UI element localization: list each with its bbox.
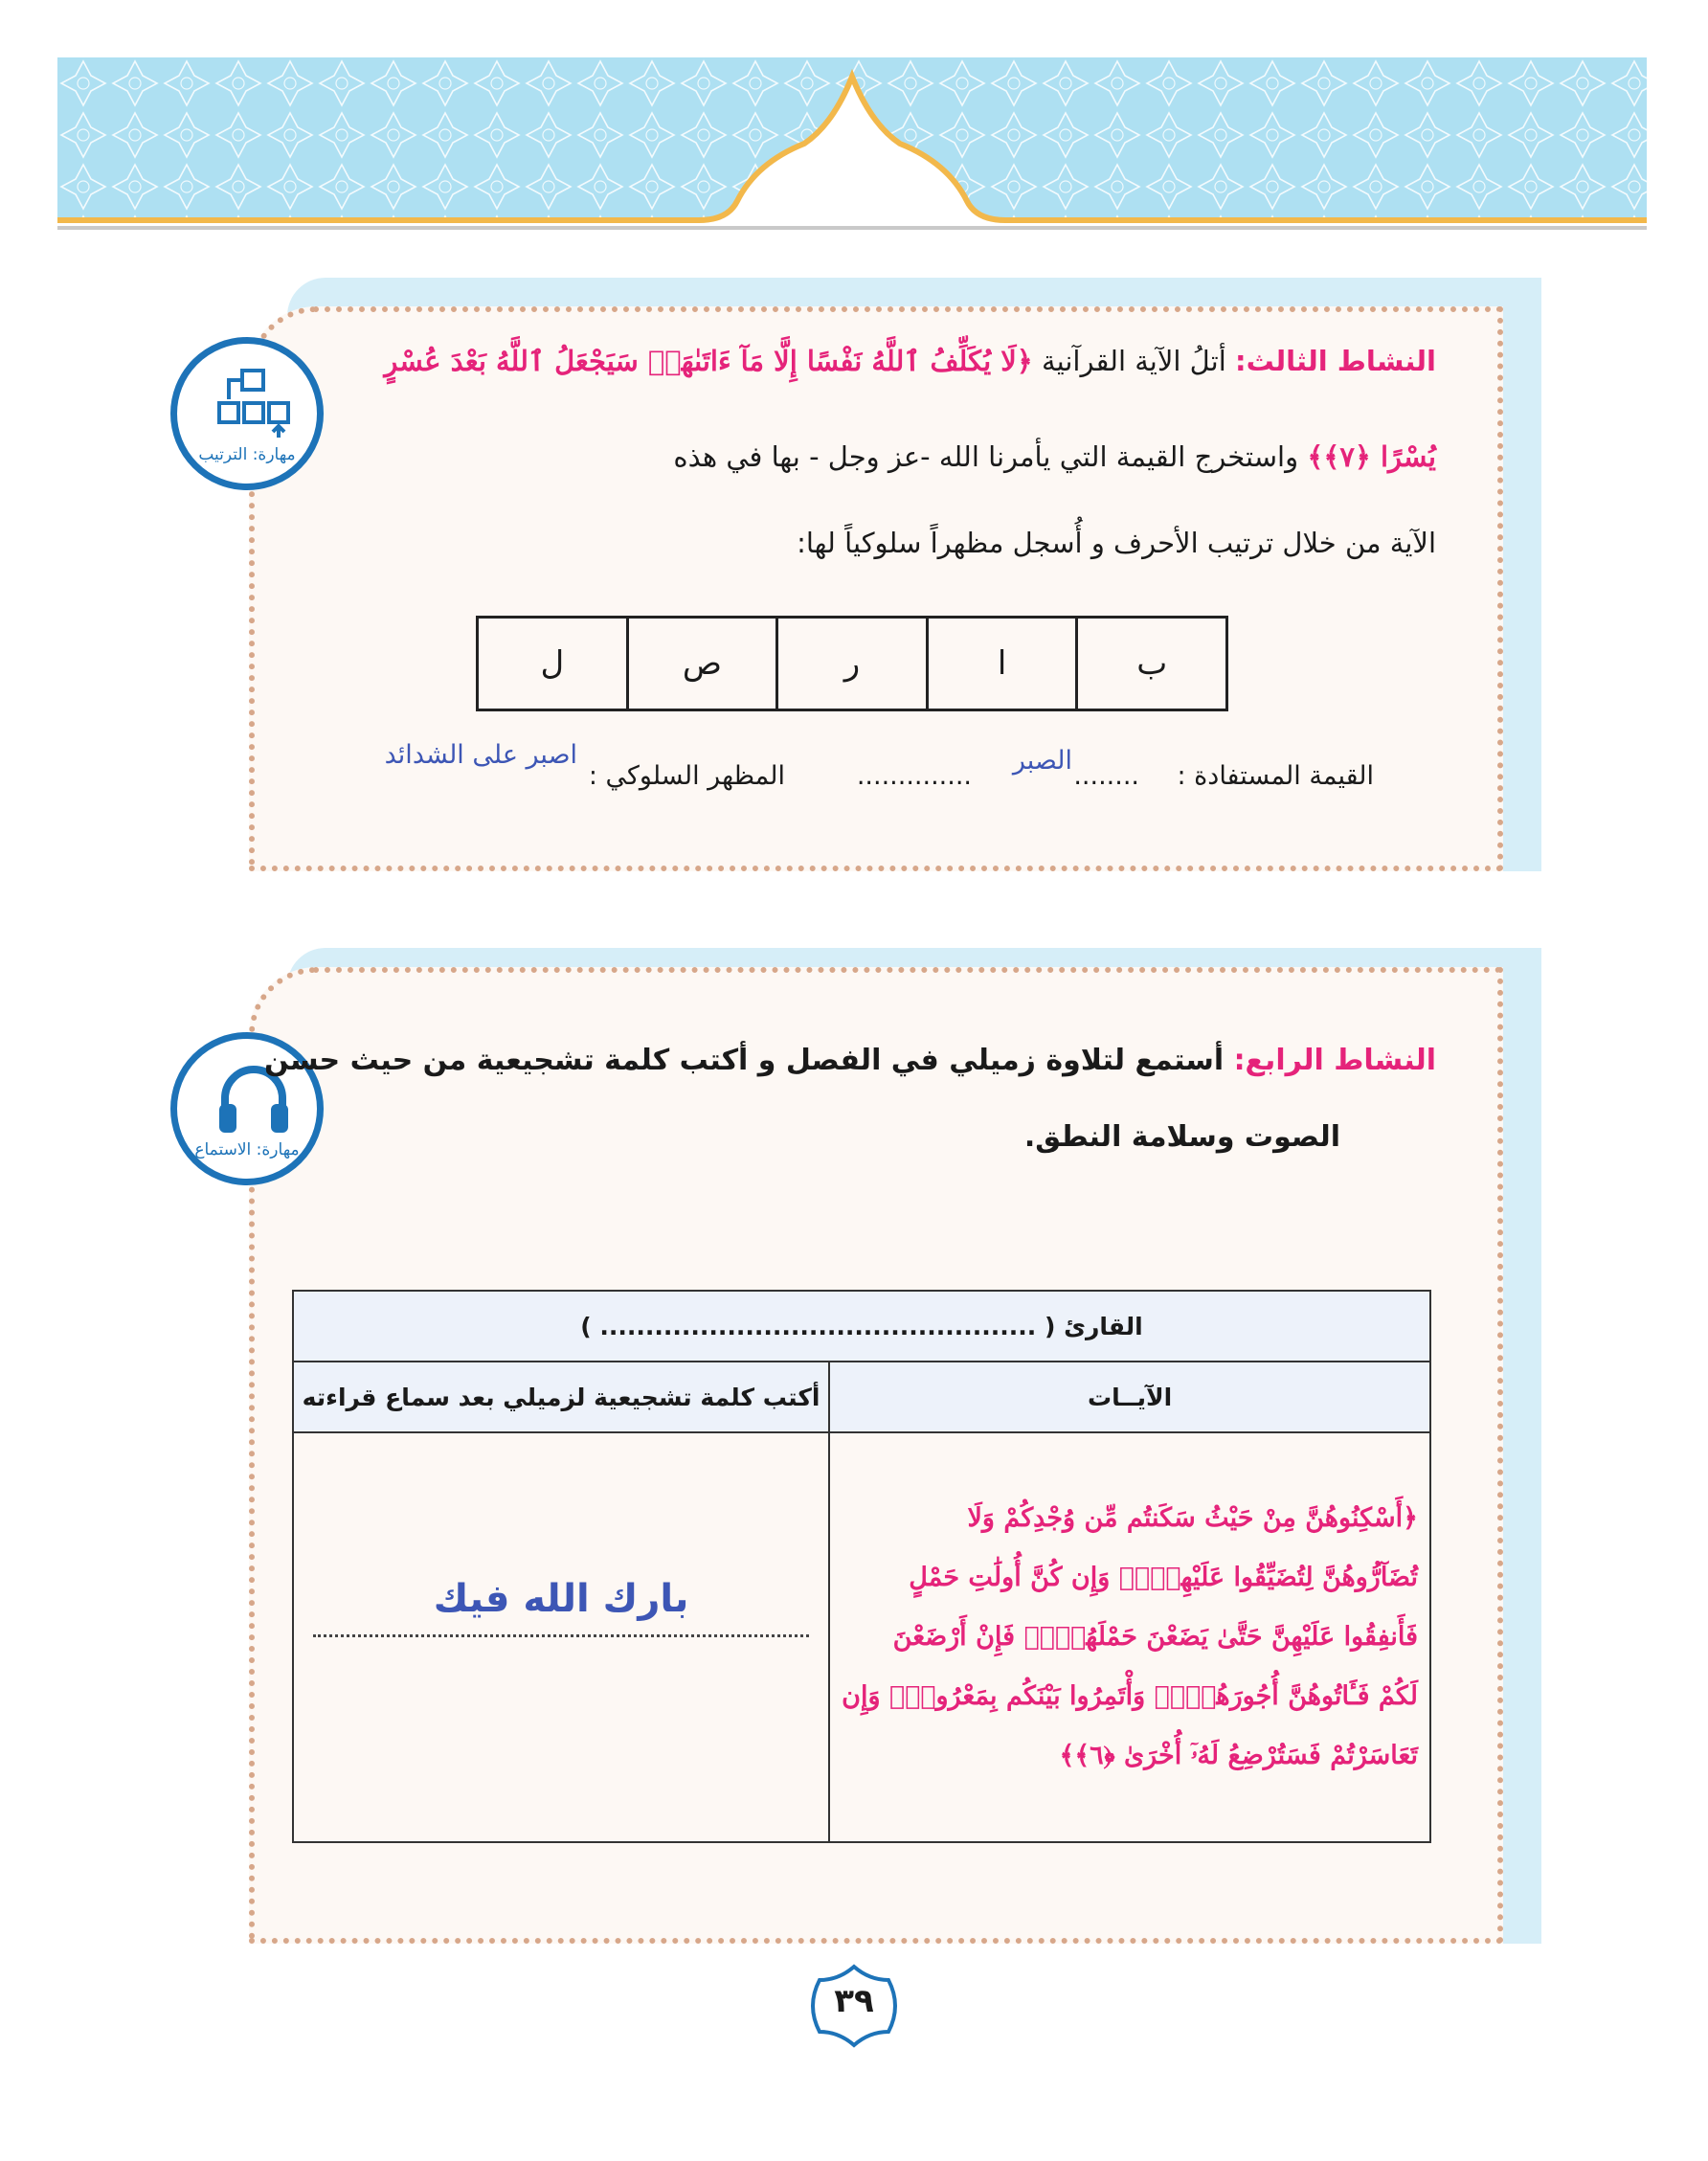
verse-part1: ﴿لَا يُكَلِّفُ ٱللَّهُ نَفْسًا إِلَّا مَآ ءَاتَىٰهَاۚ سَيَجْعَلُ ٱللَّهُ بَعْدَ عُسْرٍ (384, 345, 1033, 377)
activity3-line2-text: واستخرج القيمة التي يأمرنا الله -عز وجل - بها في هذه (673, 440, 1299, 473)
activity4-text (264, 1044, 1436, 1178)
activity4-line1 (264, 1044, 1436, 1077)
activity4-line2 (1024, 1120, 1340, 1154)
letter-cell: ر (777, 618, 928, 710)
praise-cell (293, 1432, 829, 1842)
letters-table (476, 616, 1228, 711)
header-ornament-band (57, 57, 1647, 239)
skill-badge-ordering (170, 337, 324, 490)
skill-label: مهارة: الترتيب (198, 445, 296, 464)
value-label: القيمة المستفادة : (1177, 761, 1374, 791)
behavior-label: المظهر السلوكي : (588, 761, 785, 791)
ordering-icon (214, 365, 294, 445)
verse-line: فَأَنفِقُوا عَلَيْهِنَّ حَتَّىٰ يَضَعْنَ حَمْلَهُنَّۚ فَإِنْ أَرْضَعْنَ (892, 1622, 1418, 1652)
reader-header: القارئ ( ................................................ ) (293, 1291, 1430, 1362)
verses-cell (829, 1432, 1430, 1842)
value-dots: ........ (1073, 761, 1139, 791)
verse-line: تُضَآرُّوهُنَّ لِتُضَيِّقُوا عَلَيْهِنَّۚ وَإِن كُنَّ أُولَٰتِ حَمْلٍ (909, 1563, 1418, 1592)
reader-table (292, 1290, 1431, 1843)
page-number-text: ٣٩ (834, 1982, 874, 2020)
praise-column-header: أكتب كلمة تشجيعية لزميلي بعد سماع قراءته (293, 1362, 829, 1432)
activity3-line3-text: الآية من خلال ترتيب الأحرف و أُسجل مظهراً سلوكياً لها: (797, 527, 1436, 559)
activity3-title: النشاط الثالث: (1234, 345, 1436, 377)
praise-dotted-line (313, 1634, 809, 1637)
verse-line: تَعَاسَرْتُمْ فَسَتُرْضِعُ لَهُۥٓ أُخْرَىٰ ﴿٦﴾﴾ (1059, 1741, 1418, 1770)
activity3-line3 (797, 527, 1436, 559)
verse-line: ﴿أَسْكِنُوهُنَّ مِنْ حَيْثُ سَكَنتُم مِّن وُجْدِكُمْ وَلَا (967, 1503, 1418, 1533)
verse-line: لَكُمْ فَـَٔاتُوهُنَّ أُجُورَهُنَّۖ وَأْتَمِرُوا بَيْنَكُم بِمَعْرُوفٍۖ وَإِن (842, 1681, 1418, 1711)
value-answer-handwritten: الصبر (1012, 746, 1072, 776)
behavior-answer-handwritten: اصبر على الشدائد (384, 740, 577, 770)
activity4-instruction1: أستمع لتلاوة زميلي في الفصل و أكتب كلمة تشجيعية من حيث حسن (264, 1044, 1225, 1077)
behavior-dots: .............. (856, 761, 972, 791)
praise-answer-handwritten: بارك الله فيك (433, 1577, 689, 1621)
verses-column-header: الآيــات (829, 1362, 1430, 1432)
activity3-intro: أتلُ الآية القرآنية (1042, 345, 1226, 377)
activity4-instruction2: الصوت وسلامة النطق. (1023, 1120, 1340, 1154)
activity3-line2 (673, 440, 1436, 473)
skill-label: مهارة: الاستماع (194, 1140, 300, 1159)
page-number (802, 1963, 906, 2049)
letter-cell: ب (1077, 618, 1227, 710)
activity4-title: النشاط الرابع: (1233, 1044, 1436, 1077)
letter-cell: ص (627, 618, 777, 710)
activity3-line1 (384, 345, 1436, 377)
letter-cell: ل (478, 618, 628, 710)
activity3-text (384, 335, 1436, 584)
verse-part2: يُسْرًا ﴿٧﴾﴾ (1307, 440, 1436, 473)
value-answer-row (306, 740, 1374, 809)
letter-cell: ا (927, 618, 1077, 710)
